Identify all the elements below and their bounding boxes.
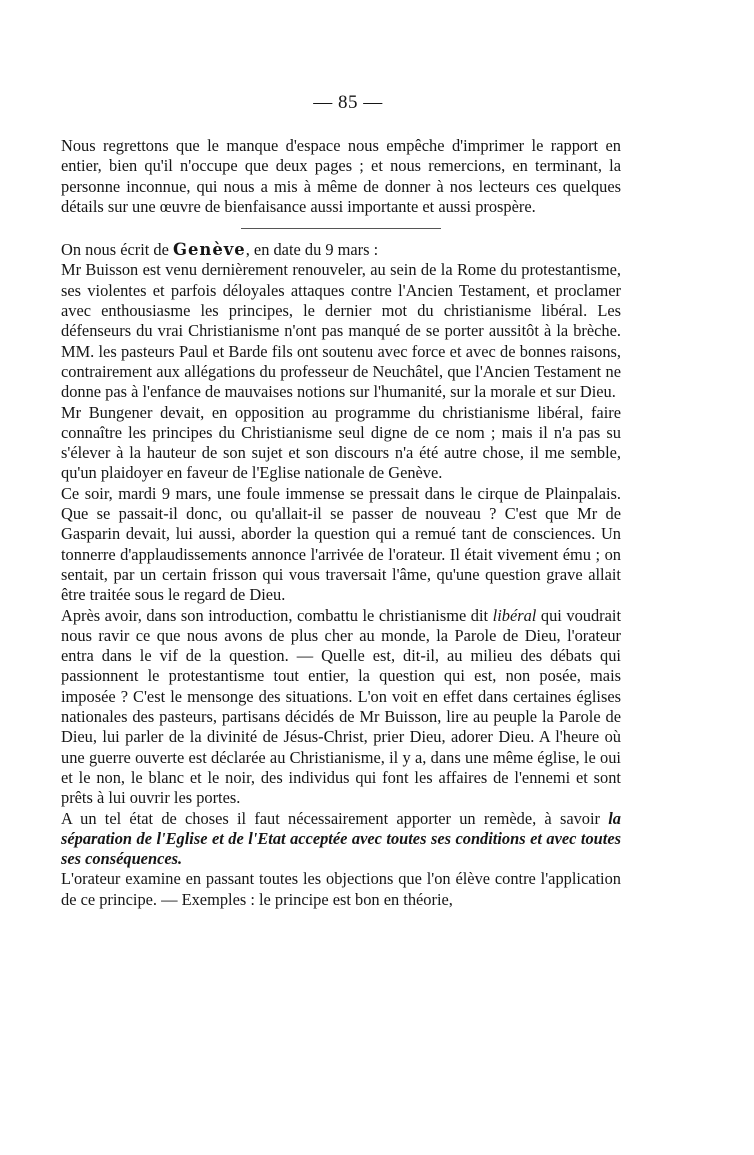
paragraph-remedy [61,809,621,870]
remedy-italic-separation: la séparation de l'Eglise et de l'Etat acceptée avec toutes ses conditions et avec toutes ses conséquences. [61,808,621,869]
paragraph-objections: L'orateur examine en passant toutes les objections que l'on élève contre l'application de ce principe. — Exemples : le principe est bon en théorie, [61,869,621,909]
introduction-text-a: Après avoir, dans son introduction, combattu le christianisme dit [61,605,493,625]
page-number: — 85 — [313,92,383,113]
section-divider [241,228,441,229]
paragraph-letter-intro [61,240,621,260]
introduction-italic-liberal: libéral [492,605,537,625]
introduction-text-b: qui voudrait nous ravir ce que nous avons de plus cher au monde, la Parole de Dieu, l'orateur entra dans le vif de la question. — Quelle est, dit-il, au milieu des débats qui passionnent le protestantisme tout entier, la question qui est, non posée, mais imposée ? C'est le mensonge des situations. L'on voit en effet dans certaines églises nationales des pasteurs, partisans décidés de Mr Buisson, lire au peuple la Parole de Dieu, lui parler de la divinité de Jésus-Christ, prier Dieu, adorer Dieu. A l'heure où une guerre ouverte est déclarée au Christianisme, il y a, dans une même église, le oui et le non, le blanc et le noir, des individus qui font les affaires de l'ennemi et sont prêts à lui ouvrir les portes. [61,605,621,808]
paragraph-bungener: Mr Bungener devait, en opposition au programme du christianisme libéral, faire connaître les principes du Christianisme seul digne de ce nom ; mais il n'a pas su s'élever à la hauteur de son sujet et son discours n'a été autre chose, il me semble, qu'un plaidoyer en faveur de l'Eglise nationale de Genève. [61,402,621,483]
paragraph-plainpalais: Ce soir, mardi 9 mars, une foule immense se pressait dans le cirque de Plainpalais. Que se passait-il donc, ou qu'allait-il se passer de nouveau ? C'est que Mr de Gasparin devait, lui aussi, aborder la question qui a remué tant de consciences. Un tonnerre d'applaudissements annonce l'arrivée de l'orateur. Il était vivement ému ; on sentait, par un certain frisson qui vous traversait l'âme, qu'une question grave allait être traitée sous le regard de Dieu. [61,483,621,605]
document-page [61,92,621,910]
letter-intro-suffix: , en date du 9 mars : [245,240,379,260]
paragraph-introduction [61,606,621,809]
letter-intro-prefix: On nous écrit de [61,240,173,260]
place-name-geneve: Genève [172,240,246,260]
paragraph-report-closing: Nous regrettons que le manque d'espace nous empêche d'imprimer le rapport en entier, bien qu'il n'occupe que deux pages ; et nous remercions, en terminant, la personne inconnue, qui nous a mis à même de donner à nos lecteurs ces quelques détails sur une œuvre de bienfaisance aussi importante et aussi prospère. [61,136,621,216]
remedy-text: A un tel état de choses il faut nécessairement apporter un remède, à savoir [61,808,609,828]
paragraph-buisson: Mr Buisson est venu dernièrement renouveler, au sein de la Rome du protestantisme, ses violentes et parfois déloyales attaques contre l'Ancien Testament, et proclamer avec enthousiasme les principes, le dernier mot du christianisme libéral. Les défenseurs du vrai Christianisme n'ont pas manqué de se porter aussitôt à la brèche. MM. les pasteurs Paul et Barde fils ont soutenu avec force et avec de bonnes raisons, contrairement aux allégations du professeur de Neuchâtel, que l'Ancien Testament ne donne pas à l'enfance de mauvaises notions sur l'humanité, sur la morale et sur Dieu. [61,260,621,402]
